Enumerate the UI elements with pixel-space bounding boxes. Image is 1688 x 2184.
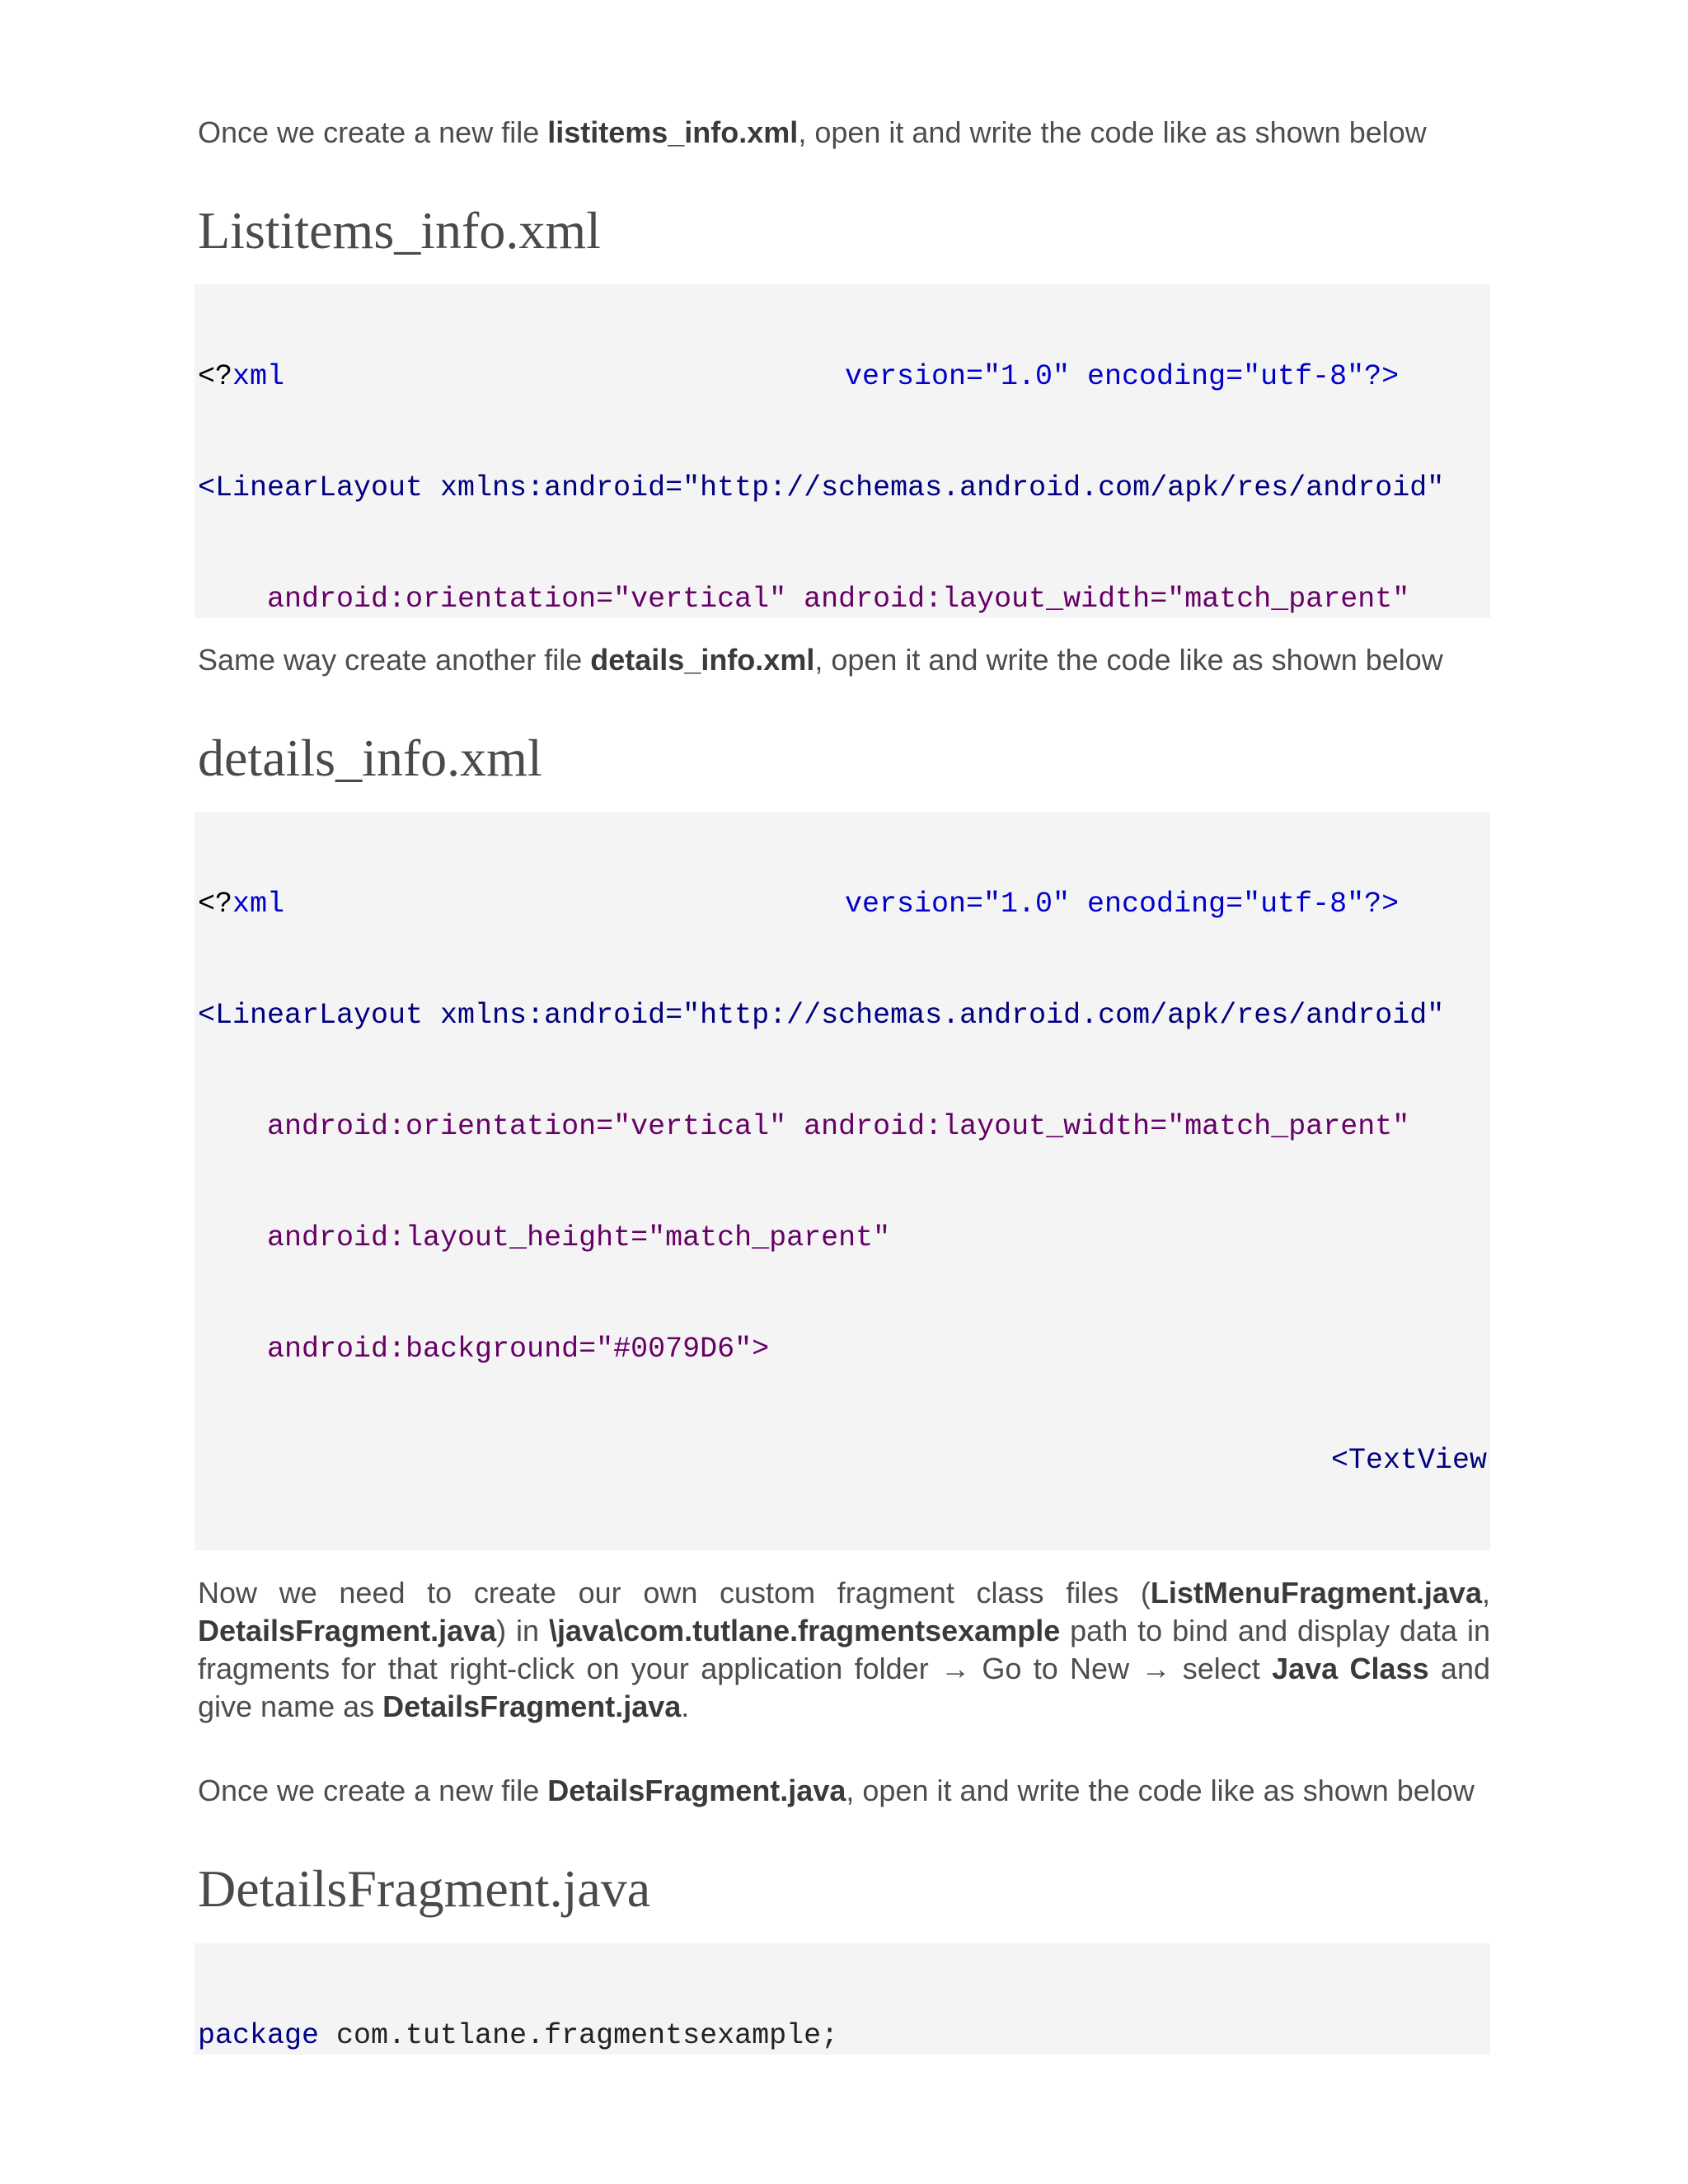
code-text: <TextView	[1330, 1444, 1487, 1477]
path-bold: \java\com.tutlane.fragmentsexample	[549, 1614, 1061, 1647]
text: Same way create another file	[198, 643, 591, 677]
text: .	[681, 1690, 690, 1723]
heading-detailsfragment-java: DetailsFragment.java	[198, 1859, 651, 1918]
code-block-details	[195, 812, 1490, 1550]
code-text: xml	[232, 888, 285, 921]
code-line: android:layout_height="match_parent"	[198, 1221, 891, 1254]
code-line	[198, 2018, 1490, 2055]
code-line	[198, 1442, 1490, 1479]
code-block-listitems	[195, 284, 1490, 618]
code-line: android:orientation="vertical" android:layout_width="match_parent"	[198, 1110, 1410, 1143]
code-text: com.tutlane.fragmentsexample;	[319, 2019, 839, 2052]
intro-paragraph-detailsfragment	[198, 1772, 1490, 1810]
text: path to bind and display data in fragments for that right-click on your application folder → Go to New → select	[198, 1614, 1490, 1685]
code-block-detailsfragment	[195, 1943, 1490, 2055]
text: , open it and write the code like as shown below	[798, 115, 1427, 149]
text: Now we need to create our own custom fragment class files (	[198, 1576, 1151, 1610]
code-line: <?xml version="1.0" encoding="utf-8"?>	[198, 359, 1490, 396]
text: ,	[1481, 1576, 1490, 1610]
code-text: version="1.0" encoding="utf-8"?>	[845, 360, 1400, 393]
filename-bold: ListMenuFragment.java	[1150, 1576, 1482, 1610]
code-line: <LinearLayout xmlns:android="http://schemas.android.com/apk/res/android"	[198, 471, 1445, 504]
filename-bold: details_info.xml	[590, 643, 815, 677]
fragment-class-paragraph	[198, 1574, 1490, 1726]
intro-paragraph-listitems	[198, 114, 1490, 152]
filename-bold: DetailsFragment.java	[198, 1614, 497, 1647]
code-text: xml	[232, 360, 285, 393]
text: , open it and write the code like as shown below	[814, 643, 1443, 677]
menu-item-bold: Java Class	[1272, 1652, 1429, 1685]
filename-bold: DetailsFragment.java	[382, 1690, 682, 1723]
text: , open it and write the code like as shown below	[846, 1774, 1475, 1807]
code-line: <LinearLayout xmlns:android="http://schemas.android.com/apk/res/android"	[198, 999, 1445, 1032]
code-line: android:orientation="vertical" android:layout_width="match_parent"	[198, 583, 1410, 616]
text: ) in	[496, 1614, 549, 1647]
text: Once we create a new file	[198, 115, 548, 149]
code-line: <?xml version="1.0" encoding="utf-8"?>	[198, 886, 1490, 923]
text: and give name as	[198, 1652, 1490, 1723]
code-keyword: package	[198, 2019, 320, 2052]
filename-bold: listitems_info.xml	[547, 115, 799, 149]
intro-paragraph-details	[198, 641, 1490, 679]
filename-bold: DetailsFragment.java	[547, 1774, 846, 1807]
text: Once we create a new file	[198, 1774, 548, 1807]
heading-listitems-info: Listitems_info.xml	[198, 201, 601, 260]
heading-details-info: details_info.xml	[198, 729, 542, 787]
code-line: android:background="#0079D6">	[198, 1333, 770, 1366]
code-text: version="1.0" encoding="utf-8"?>	[845, 888, 1400, 921]
